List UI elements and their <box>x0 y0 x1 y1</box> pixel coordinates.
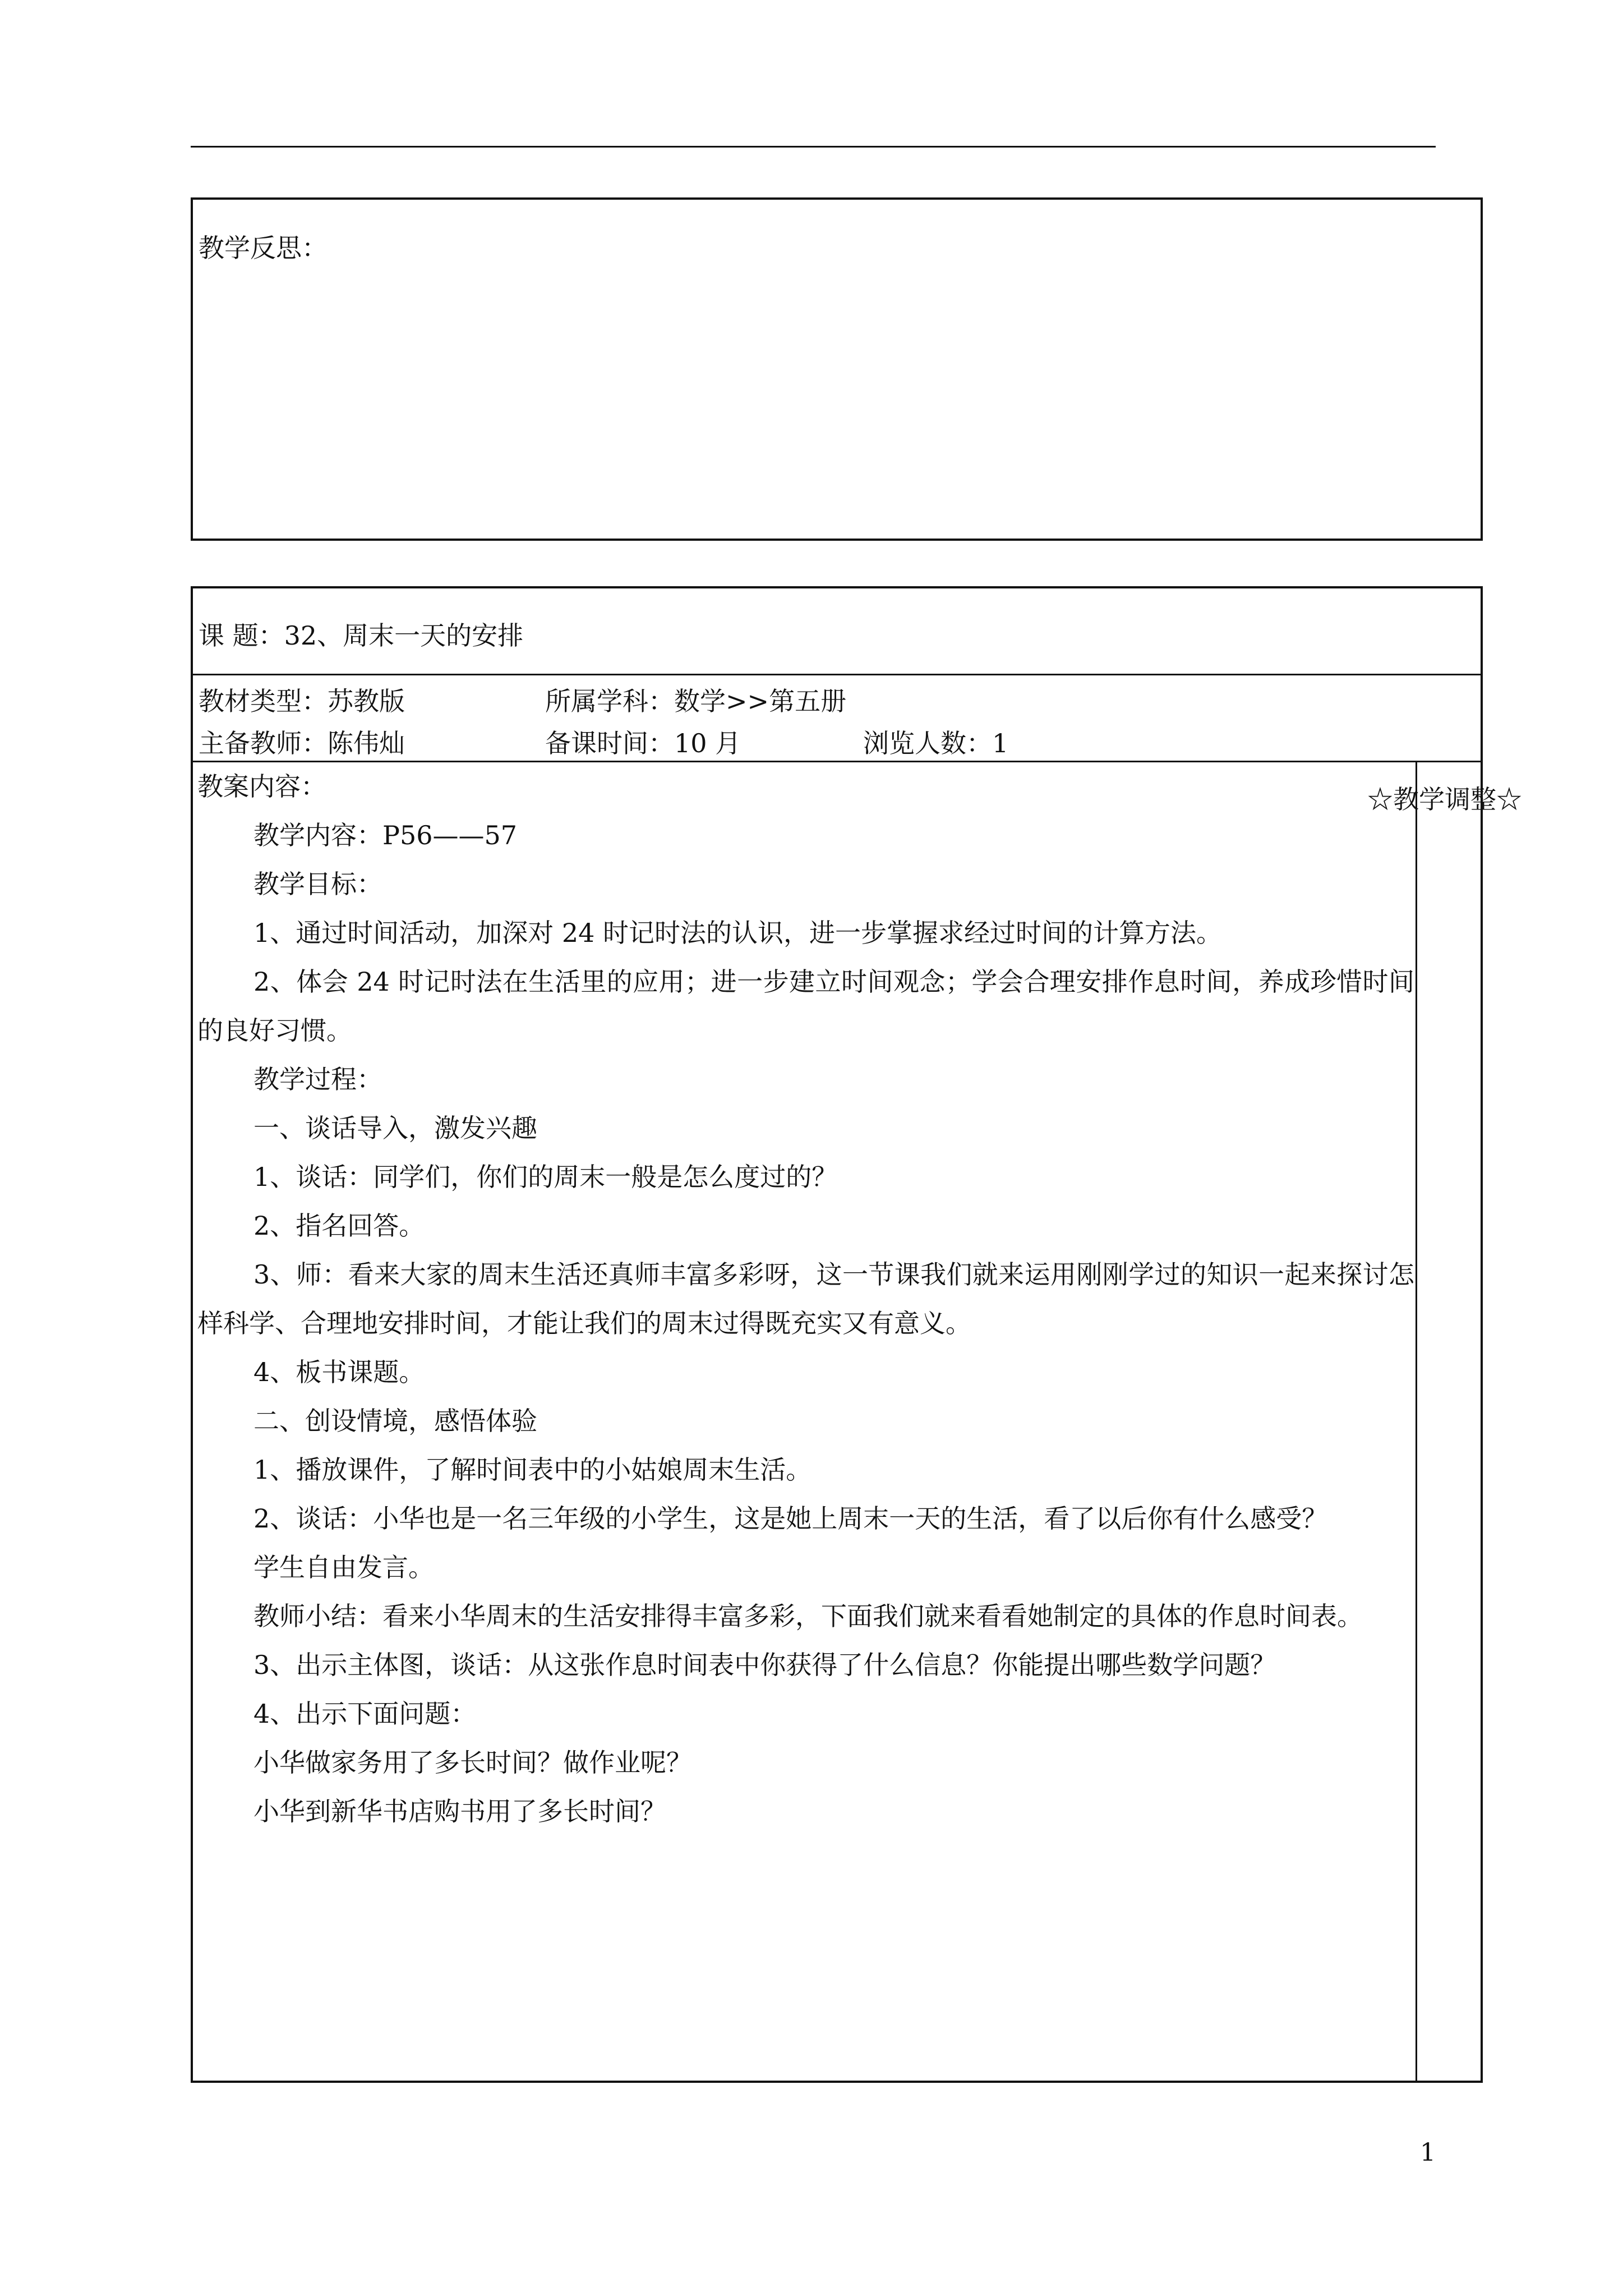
lead-teacher: 主备教师：陈伟灿 <box>199 728 405 758</box>
paragraph: 1、谈话：同学们，你们的周末一般是怎么度过的？ <box>253 1162 838 1192</box>
paragraph: 一、谈话导入，激发兴趣 <box>253 1113 537 1143</box>
paragraph: 3、出示主体图，谈话：从这张作息时间表中你获得了什么信息？你能提出哪些数学问题？ <box>253 1650 1276 1680</box>
paragraph: 小华做家务用了多长时间？做作业呢？ <box>253 1747 692 1778</box>
paragraph: 二、创设情境，感悟体验 <box>253 1406 537 1436</box>
teaching-reflection-box <box>191 197 1483 541</box>
paragraph: 教学目标： <box>253 869 382 899</box>
column-divider <box>1415 761 1417 2081</box>
paragraph: 教学内容：P56——57 <box>253 820 518 850</box>
paragraph: 2、体会 24 时记时法在生活里的应用；进一步建立时间观念；学会合理安排作息时间，养成珍惜时间的良好习惯。 <box>197 967 1414 1046</box>
paragraph: 3、师：看来大家的周末生活还真师丰富多彩呀，这一节课我们就来运用刚刚学过的知识一起来探讨怎样科学、合理地安排时间，才能让我们的周末过得既充实又有意义。 <box>197 1259 1414 1338</box>
table-divider <box>193 674 1481 675</box>
header-rule <box>191 146 1436 148</box>
lesson-plan-table <box>191 586 1522 2083</box>
lesson-title: 课 题：32、周末一天的安排 <box>199 620 524 651</box>
paragraph: 学生自由发言。 <box>253 1552 434 1582</box>
paragraph: 教学过程： <box>253 1064 382 1094</box>
textbook-type: 教材类型：苏教版 <box>199 686 405 716</box>
paragraph: 4、板书课题。 <box>253 1357 425 1387</box>
prep-time: 备课时间：10 月 <box>545 728 741 758</box>
subject: 所属学科：数学>>第五册 <box>545 686 847 716</box>
paragraph: 教师小结：看来小华周末的生活安排得丰富多彩，下面我们就来看看她制定的具体的作息时间表。 <box>253 1601 1363 1631</box>
paragraph: 1、通过时间活动，加深对 24 时记时法的认识，进一步掌握求经过时间的计算方法。 <box>253 918 1223 948</box>
paragraph: 小华到新华书店购书用了多长时间？ <box>253 1796 666 1826</box>
paragraph: 4、出示下面问题： <box>253 1699 477 1729</box>
paragraph: 2、谈话：小华也是一名三年级的小学生，这是她上周末一天的生活，看了以后你有什么感受？ <box>253 1503 1328 1534</box>
teaching-adjustment-label: ☆教学调整☆ <box>1367 784 1522 815</box>
paragraph: 1、播放课件，了解时间表中的小姑娘周末生活。 <box>253 1455 812 1485</box>
lesson-content <box>197 762 1414 1836</box>
lesson-content-label: 教案内容： <box>197 771 326 802</box>
page-number: 1 <box>1420 2138 1436 2167</box>
teaching-reflection-label: 教学反思： <box>199 233 328 263</box>
paragraph: 2、指名回答。 <box>253 1211 425 1241</box>
view-count: 浏览人数：1 <box>863 728 1009 758</box>
